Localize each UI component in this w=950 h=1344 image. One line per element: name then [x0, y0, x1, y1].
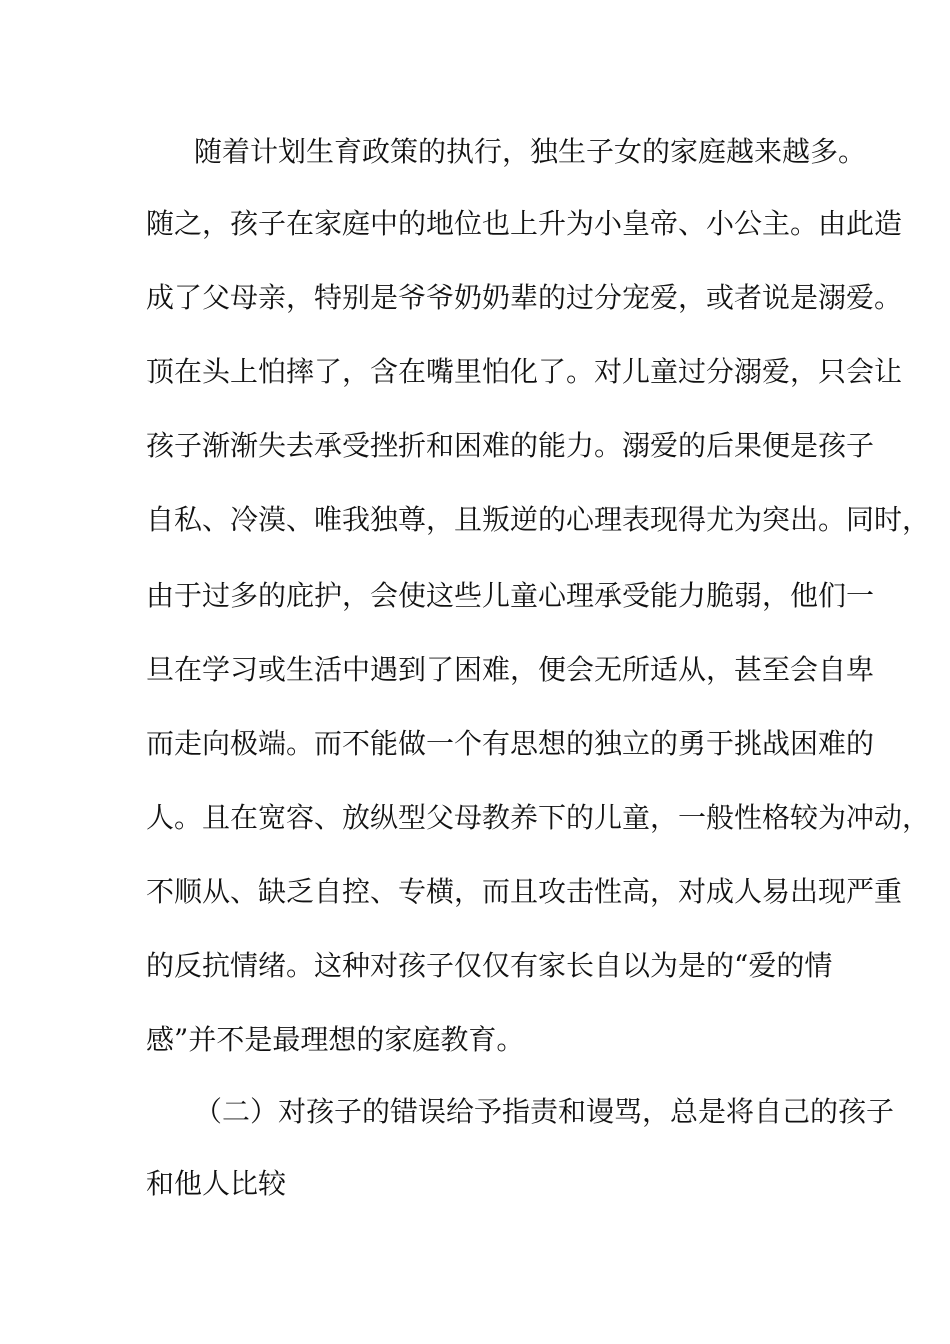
paragraph-line: 由于过多的庇护，会使这些儿童心理承受能力脆弱，他们一 — [146, 579, 875, 612]
paragraph-line: 随之，孩子在家庭中的地位也上升为小皇帝、小公主。由此造 — [146, 207, 903, 240]
paragraph-line: 而走向极端。而不能做一个有思想的独立的勇于挑战困难的 — [146, 727, 875, 760]
paragraph-line: 成了父母亲，特别是爷爷奶奶辈的过分宠爱，或者说是溺爱。 — [146, 281, 903, 314]
paragraph-line: 不顺从、缺乏自控、专横，而且攻击性高，对成人易出现严重 — [146, 875, 903, 908]
section-heading-line: 和他人比较 — [146, 1167, 287, 1200]
paragraph-line: 孩子渐渐失去承受挫折和困难的能力。溺爱的后果便是孩子 — [146, 429, 875, 462]
paragraph-line: 人。且在宽容、放纵型父母教养下的儿童，一般性格较为冲动， — [146, 801, 931, 834]
paragraph-line: 感”并不是最理想的家庭教育。 — [146, 1023, 525, 1056]
paragraph-line: 旦在学习或生活中遇到了困难，便会无所适从，甚至会自卑 — [146, 653, 875, 686]
section-heading-line: （二）对孩子的错误给予指责和谩骂，总是将自己的孩子 — [194, 1095, 895, 1128]
paragraph-line: 自私、冷漠、唯我独尊，且叛逆的心理表现得尤为突出。同时， — [146, 503, 931, 536]
paragraph-line: 的反抗情绪。这种对孩子仅仅有家长自以为是的“爱的情 — [146, 949, 833, 982]
paragraph-line: 随着计划生育政策的执行，独生子女的家庭越来越多。 — [194, 135, 867, 168]
paragraph-line: 顶在头上怕摔了，含在嘴里怕化了。对儿童过分溺爱，只会让 — [146, 355, 903, 388]
